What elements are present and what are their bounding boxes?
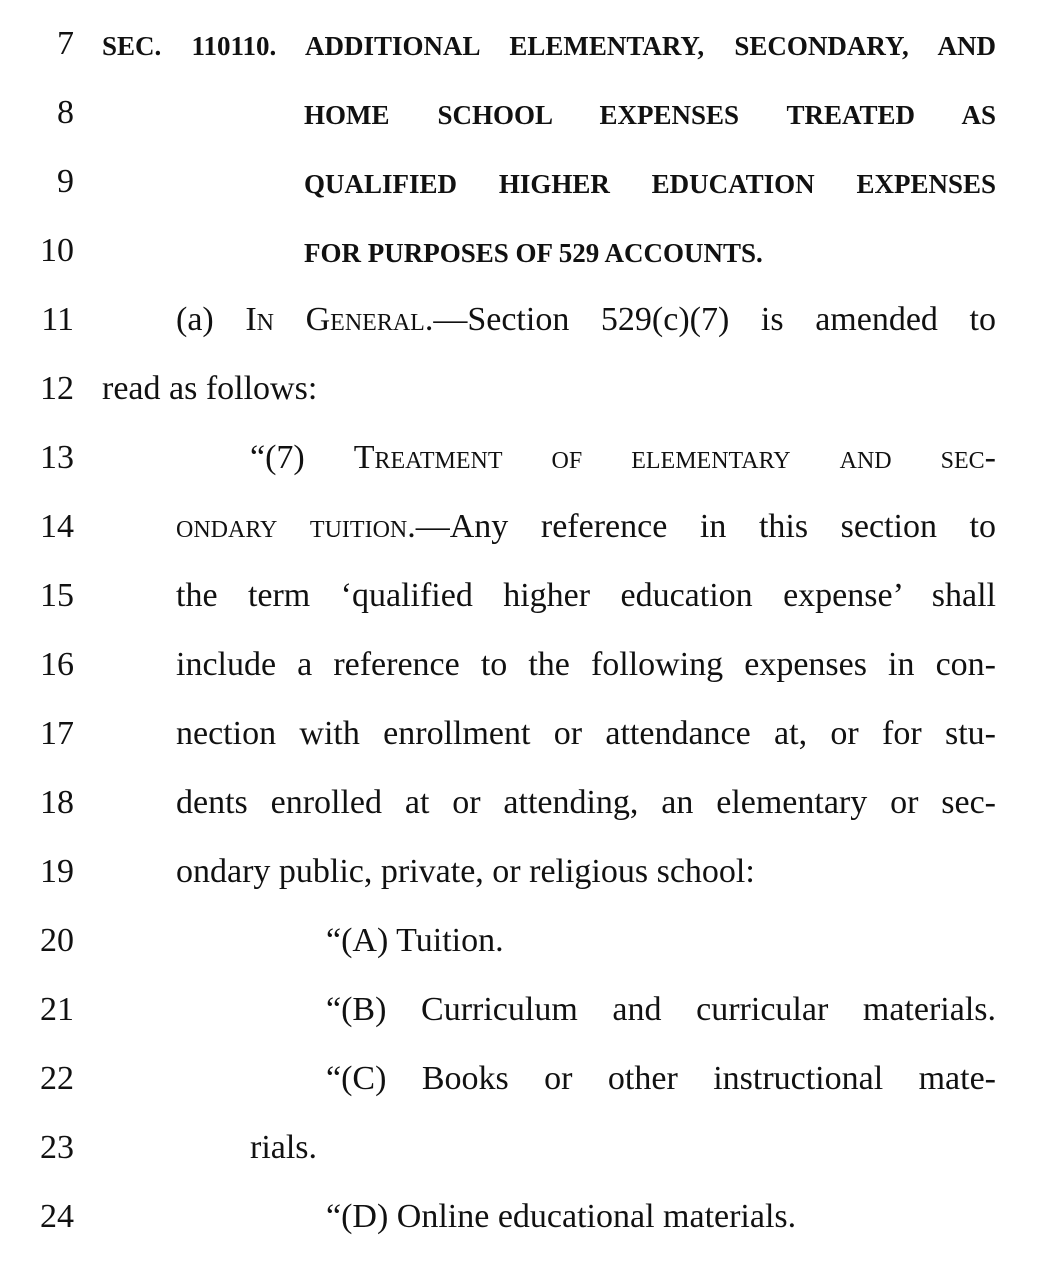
line-number: 21: [40, 991, 74, 1028]
body-text: ondary public, private, or religious school:: [176, 853, 755, 890]
line-number: 11: [41, 301, 74, 338]
line-number: 10: [40, 232, 74, 269]
text-run: .—Section 529(c)(7) is amended to: [424, 301, 996, 338]
line-number: 24: [40, 1198, 74, 1235]
bill-line: [0, 24, 1046, 84]
line-number: 17: [40, 715, 74, 752]
bill-line: [0, 1197, 1046, 1257]
line-number: 20: [40, 922, 74, 959]
body-text: the term ‘qualified higher education expense’ shall: [176, 577, 996, 614]
bill-line: [0, 783, 1046, 843]
body-text: dents enrolled at or attending, an elementary or sec-: [176, 784, 996, 821]
subsection-heading: In General: [245, 301, 425, 338]
text-run: “(7): [250, 439, 354, 476]
paragraph-heading: Treatment of elementary and sec-: [353, 439, 996, 476]
bill-line: [0, 852, 1046, 912]
section-heading: QUALIFIED HIGHER EDUCATION EXPENSES: [304, 169, 996, 199]
line-number: 15: [40, 577, 74, 614]
list-item: “(A) Tuition.: [326, 922, 504, 959]
bill-line: [0, 300, 1046, 360]
bill-line: [0, 231, 1046, 291]
line-number: 23: [40, 1129, 74, 1166]
line-number: 8: [57, 94, 74, 131]
bill-line: [0, 438, 1046, 498]
line-number: 14: [40, 508, 74, 545]
line-number: 18: [40, 784, 74, 821]
list-item: “(B) Curriculum and curricular materials.: [326, 991, 996, 1028]
bill-line: [0, 921, 1046, 981]
line-number: 13: [40, 439, 74, 476]
section-heading: HOME SCHOOL EXPENSES TREATED AS: [304, 100, 996, 130]
text-run: .—Any reference in this section to: [407, 508, 997, 545]
bill-line: [0, 162, 1046, 222]
list-item: “(D) Online educational materials.: [326, 1198, 797, 1235]
bill-line: [0, 576, 1046, 636]
bill-line: [0, 990, 1046, 1050]
body-text: [176, 507, 996, 547]
list-item: “(C) Books or other instructional mate-: [326, 1060, 996, 1097]
body-text: read as follows:: [102, 370, 318, 407]
bill-line: [0, 507, 1046, 567]
bill-line: [0, 714, 1046, 774]
bill-line: [0, 645, 1046, 705]
line-number: 12: [40, 370, 74, 407]
bill-line: [0, 1128, 1046, 1188]
bill-line: [0, 369, 1046, 429]
section-heading: SEC. 110110. ADDITIONAL ELEMENTARY, SECONDARY, AND: [102, 31, 996, 61]
line-number: 19: [40, 853, 74, 890]
text-run: (a): [176, 301, 246, 338]
paragraph-heading: ondary tuition: [176, 508, 408, 545]
list-item: rials.: [250, 1129, 318, 1166]
line-number: 7: [57, 25, 74, 62]
line-number: 16: [40, 646, 74, 683]
body-text: [250, 438, 996, 478]
bill-line: [0, 93, 1046, 153]
body-text: include a reference to the following expenses in con-: [176, 646, 996, 683]
section-heading: FOR PURPOSES OF 529 ACCOUNTS.: [304, 238, 763, 268]
body-text: [176, 300, 996, 340]
bill-line: [0, 1059, 1046, 1119]
line-number: 9: [57, 163, 74, 200]
body-text: nection with enrollment or attendance at, or for stu-: [176, 715, 996, 752]
line-number: 22: [40, 1060, 74, 1097]
